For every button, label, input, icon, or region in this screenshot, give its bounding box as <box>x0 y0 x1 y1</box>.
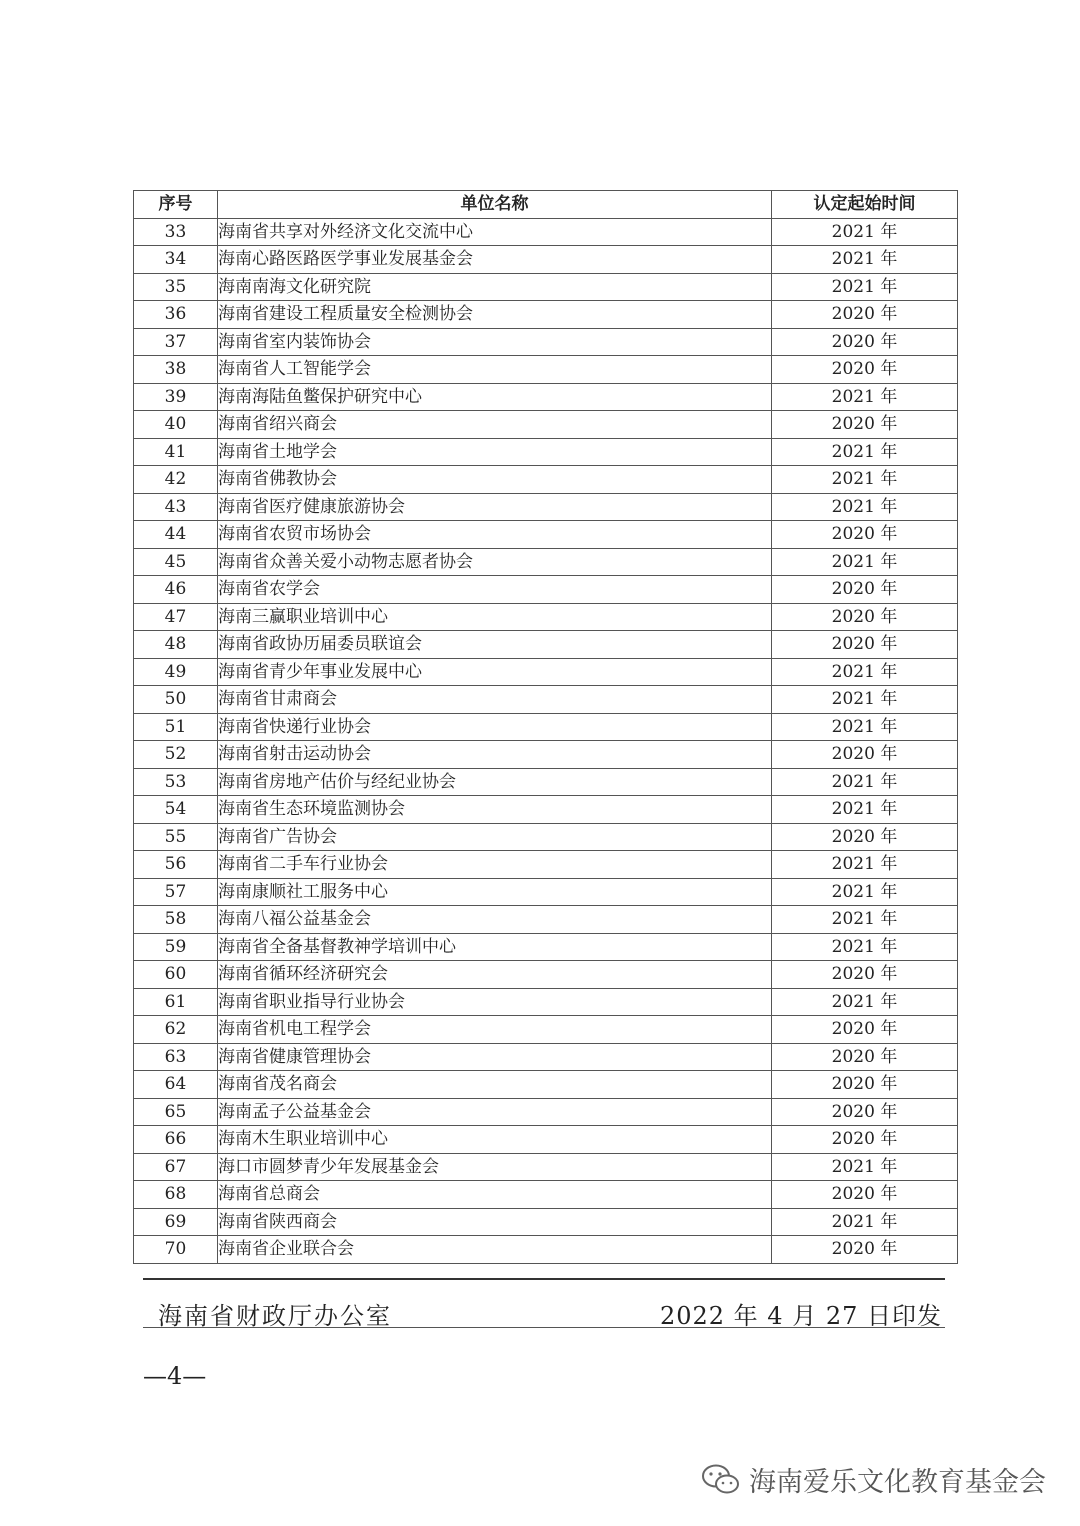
table-row <box>134 658 958 686</box>
organization-name: 海南三赢职业培训中心 <box>218 603 772 631</box>
row-number: 36 <box>134 301 218 329</box>
table-row <box>134 383 958 411</box>
table-row <box>134 1016 958 1044</box>
organization-name: 海南省共享对外经济文化交流中心 <box>218 218 772 246</box>
table-row <box>134 1043 958 1071</box>
organization-name: 海南八福公益基金会 <box>218 906 772 934</box>
recognition-year: 2020 年 <box>772 961 958 989</box>
recognition-year: 2021 年 <box>772 796 958 824</box>
recognition-year: 2021 年 <box>772 933 958 961</box>
wechat-watermark <box>701 1460 1046 1499</box>
row-number: 42 <box>134 466 218 494</box>
organization-name: 海南省陕西商会 <box>218 1208 772 1236</box>
recognition-year: 2020 年 <box>772 823 958 851</box>
footer-rule-top <box>143 1278 945 1280</box>
table-row <box>134 576 958 604</box>
table-row <box>134 411 958 439</box>
organization-name: 海南省医疗健康旅游协会 <box>218 493 772 521</box>
recognition-year: 2021 年 <box>772 713 958 741</box>
recognition-year: 2021 年 <box>772 466 958 494</box>
recognition-year: 2021 年 <box>772 686 958 714</box>
organization-name: 海南孟子公益基金会 <box>218 1098 772 1126</box>
table-row <box>134 521 958 549</box>
recognition-year: 2021 年 <box>772 1208 958 1236</box>
organization-name: 海南心路医路医学事业发展基金会 <box>218 246 772 274</box>
organization-name: 海南省青少年事业发展中心 <box>218 658 772 686</box>
table-row <box>134 823 958 851</box>
row-number: 66 <box>134 1126 218 1154</box>
header-name: 单位名称 <box>218 191 772 219</box>
row-number: 53 <box>134 768 218 796</box>
organization-name: 海南省甘肃商会 <box>218 686 772 714</box>
table-row <box>134 796 958 824</box>
row-number: 55 <box>134 823 218 851</box>
recognition-year: 2021 年 <box>772 438 958 466</box>
organization-name: 海南省政协历届委员联谊会 <box>218 631 772 659</box>
organization-name: 海南省农学会 <box>218 576 772 604</box>
row-number: 38 <box>134 356 218 384</box>
recognition-year: 2020 年 <box>772 1126 958 1154</box>
footer-rule-bottom <box>143 1327 945 1328</box>
row-number: 61 <box>134 988 218 1016</box>
row-number: 54 <box>134 796 218 824</box>
table-row <box>134 1071 958 1099</box>
organization-name: 海南省企业联合会 <box>218 1236 772 1264</box>
recognition-year: 2021 年 <box>772 273 958 301</box>
table-row <box>134 1181 958 1209</box>
table-row <box>134 713 958 741</box>
table-row <box>134 603 958 631</box>
table-row <box>134 1236 958 1264</box>
recognition-year: 2021 年 <box>772 658 958 686</box>
recognition-year: 2021 年 <box>772 768 958 796</box>
row-number: 50 <box>134 686 218 714</box>
organization-name: 海南省二手车行业协会 <box>218 851 772 879</box>
recognition-year: 2020 年 <box>772 1043 958 1071</box>
organization-name: 海南省绍兴商会 <box>218 411 772 439</box>
organization-name: 海口市圆梦青少年发展基金会 <box>218 1153 772 1181</box>
row-number: 37 <box>134 328 218 356</box>
table-row <box>134 741 958 769</box>
row-number: 48 <box>134 631 218 659</box>
recognition-year: 2021 年 <box>772 851 958 879</box>
recognition-year: 2021 年 <box>772 1153 958 1181</box>
recognition-year: 2020 年 <box>772 741 958 769</box>
recognition-year: 2021 年 <box>772 878 958 906</box>
table-row <box>134 851 958 879</box>
table-row <box>134 328 958 356</box>
table-row <box>134 631 958 659</box>
recognition-year: 2020 年 <box>772 328 958 356</box>
recognition-year: 2020 年 <box>772 1071 958 1099</box>
row-number: 51 <box>134 713 218 741</box>
row-number: 67 <box>134 1153 218 1181</box>
row-number: 45 <box>134 548 218 576</box>
recognition-year: 2020 年 <box>772 356 958 384</box>
table-row <box>134 768 958 796</box>
watermark-text: 海南爱乐文化教育基金会 <box>749 1467 1046 1498</box>
table-row <box>134 466 958 494</box>
page-number: —4— <box>143 1362 207 1390</box>
table-row <box>134 218 958 246</box>
recognition-year: 2021 年 <box>772 906 958 934</box>
recognition-year: 2021 年 <box>772 218 958 246</box>
row-number: 35 <box>134 273 218 301</box>
row-number: 52 <box>134 741 218 769</box>
row-number: 44 <box>134 521 218 549</box>
organization-name: 海南省总商会 <box>218 1181 772 1209</box>
row-number: 65 <box>134 1098 218 1126</box>
organization-name: 海南省土地学会 <box>218 438 772 466</box>
organization-name: 海南省室内装饰协会 <box>218 328 772 356</box>
organization-name: 海南省广告协会 <box>218 823 772 851</box>
table-row <box>134 493 958 521</box>
wechat-icon <box>701 1463 741 1497</box>
row-number: 63 <box>134 1043 218 1071</box>
recognition-year: 2020 年 <box>772 1236 958 1264</box>
organization-name: 海南省人工智能学会 <box>218 356 772 384</box>
table-header-row <box>134 191 958 219</box>
table-row <box>134 1126 958 1154</box>
row-number: 60 <box>134 961 218 989</box>
table-row <box>134 438 958 466</box>
table-row <box>134 933 958 961</box>
organization-name: 海南省农贸市场协会 <box>218 521 772 549</box>
recognition-year: 2021 年 <box>772 383 958 411</box>
table-row <box>134 1208 958 1236</box>
recognition-year: 2021 年 <box>772 246 958 274</box>
organization-name: 海南省房地产估价与经纪业协会 <box>218 768 772 796</box>
row-number: 43 <box>134 493 218 521</box>
table-row <box>134 686 958 714</box>
recognition-year: 2020 年 <box>772 1098 958 1126</box>
organization-name: 海南省机电工程学会 <box>218 1016 772 1044</box>
table-row <box>134 1098 958 1126</box>
row-number: 58 <box>134 906 218 934</box>
table-row <box>134 988 958 1016</box>
organization-name: 海南省职业指导行业协会 <box>218 988 772 1016</box>
recognition-year: 2020 年 <box>772 411 958 439</box>
row-number: 69 <box>134 1208 218 1236</box>
recognition-year: 2020 年 <box>772 301 958 329</box>
organization-name: 海南省射击运动协会 <box>218 741 772 769</box>
organization-name: 海南木生职业培训中心 <box>218 1126 772 1154</box>
row-number: 49 <box>134 658 218 686</box>
organization-name: 海南省快递行业协会 <box>218 713 772 741</box>
issue-date: 2022 年 4 月 27 日印发 <box>659 1302 942 1330</box>
table-row <box>134 246 958 274</box>
organization-name: 海南康顺社工服务中心 <box>218 878 772 906</box>
recognition-year: 2021 年 <box>772 493 958 521</box>
row-number: 64 <box>134 1071 218 1099</box>
row-number: 57 <box>134 878 218 906</box>
organization-name: 海南省佛教协会 <box>218 466 772 494</box>
organization-name: 海南省全备基督教神学培训中心 <box>218 933 772 961</box>
header-no: 序号 <box>134 191 218 219</box>
recognition-year: 2020 年 <box>772 603 958 631</box>
organization-table <box>133 190 958 1264</box>
recognition-year: 2020 年 <box>772 631 958 659</box>
recognition-year: 2020 年 <box>772 521 958 549</box>
organization-name: 海南省生态环境监测协会 <box>218 796 772 824</box>
table-row <box>134 1153 958 1181</box>
organization-name: 海南省循环经济研究会 <box>218 961 772 989</box>
recognition-year: 2021 年 <box>772 988 958 1016</box>
organization-name: 海南省众善关爱小动物志愿者协会 <box>218 548 772 576</box>
table-row <box>134 878 958 906</box>
table-row <box>134 548 958 576</box>
row-number: 39 <box>134 383 218 411</box>
organization-name: 海南海陆鱼鳖保护研究中心 <box>218 383 772 411</box>
recognition-year: 2021 年 <box>772 548 958 576</box>
row-number: 34 <box>134 246 218 274</box>
row-number: 59 <box>134 933 218 961</box>
recognition-year: 2020 年 <box>772 1016 958 1044</box>
row-number: 41 <box>134 438 218 466</box>
table-row <box>134 906 958 934</box>
organization-name: 海南南海文化研究院 <box>218 273 772 301</box>
table-row <box>134 273 958 301</box>
table-row <box>134 356 958 384</box>
row-number: 62 <box>134 1016 218 1044</box>
recognition-year: 2020 年 <box>772 576 958 604</box>
table-row <box>134 961 958 989</box>
row-number: 46 <box>134 576 218 604</box>
row-number: 70 <box>134 1236 218 1264</box>
row-number: 68 <box>134 1181 218 1209</box>
organization-name: 海南省茂名商会 <box>218 1071 772 1099</box>
organization-name: 海南省建设工程质量安全检测协会 <box>218 301 772 329</box>
row-number: 40 <box>134 411 218 439</box>
row-number: 47 <box>134 603 218 631</box>
table-row <box>134 301 958 329</box>
issuing-office: 海南省财政厅办公室 <box>158 1302 392 1330</box>
header-year: 认定起始时间 <box>772 191 958 219</box>
recognition-year: 2020 年 <box>772 1181 958 1209</box>
row-number: 56 <box>134 851 218 879</box>
row-number: 33 <box>134 218 218 246</box>
organization-name: 海南省健康管理协会 <box>218 1043 772 1071</box>
